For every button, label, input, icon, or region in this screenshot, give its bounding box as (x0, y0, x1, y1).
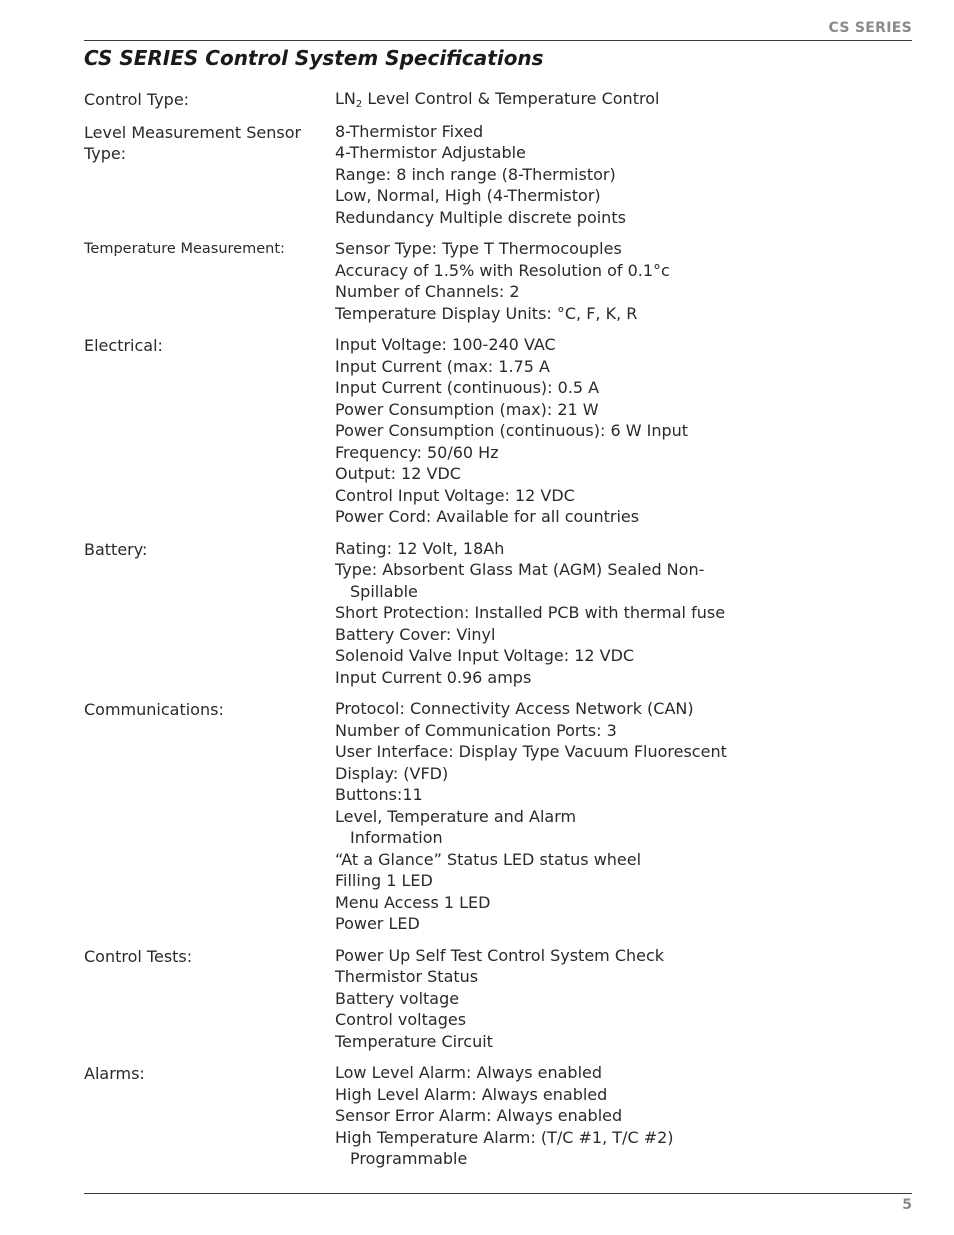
spec-value-line (335, 164, 914, 186)
spec-value-text: Power Consumption (continuous): 6 W Input (335, 421, 689, 440)
spec-value-line (335, 399, 914, 421)
spec-value-line (335, 720, 914, 742)
spec-value-line (335, 698, 914, 720)
spec-value-text: Thermistor Status (335, 967, 479, 986)
spec-values (335, 945, 914, 1053)
spec-value-text: Sensor Error Alarm: Always enabled (335, 1106, 623, 1125)
spec-values (335, 1062, 914, 1170)
spec-value-text: Filling 1 LED (335, 871, 433, 890)
spec-value-line (335, 485, 914, 507)
spec-value-text: Level, Temperature and Alarm (335, 806, 577, 826)
spec-value-text: Sensor Type: Type T Thermocouples (335, 239, 622, 258)
spec-values (335, 698, 914, 935)
spec-value-text: Power LED (335, 914, 420, 933)
spec-value-line (335, 1031, 914, 1053)
spec-value-text: Buttons:11 (335, 785, 423, 804)
spec-row (84, 334, 914, 528)
header-rule (84, 40, 912, 41)
spec-value-line (335, 1148, 914, 1170)
spec-value-line (335, 1009, 914, 1031)
spec-value-text: Range: 8 inch range (8-Thermistor) (335, 164, 616, 184)
spec-value-text: “At a Glance” Status LED status wheel (335, 849, 642, 869)
series-tag: CS SERIES (828, 20, 912, 36)
spec-value-text: Low Level Alarm: Always enabled (335, 1063, 603, 1082)
spec-row (84, 238, 914, 324)
spec-value-line (335, 538, 914, 560)
spec-value-text: High Level Alarm: Always enabled (335, 1084, 608, 1104)
spec-value-text: Accuracy of 1.5% with Resolution of 0.1°c (335, 260, 670, 280)
spec-value-line (335, 870, 914, 892)
page-title: CS SERIES Control System Specifications (84, 46, 544, 70)
spec-label: Level Measurement Sensor Type: (84, 122, 302, 163)
spec-value-line (335, 763, 914, 785)
spec-value-line (335, 377, 914, 399)
spec-value-line (335, 303, 914, 325)
spec-value-line (335, 1105, 914, 1127)
spec-value-text: Power Cord: Available for all countries (335, 507, 640, 526)
spec-value-text: Input Voltage: 100-240 VAC (335, 335, 556, 354)
spec-value-text: Battery Cover: Vinyl (335, 624, 496, 644)
spec-value-text: LN (335, 89, 356, 108)
spec-value-line (335, 442, 914, 464)
spec-value-line (335, 1062, 914, 1084)
spec-table (84, 88, 914, 1180)
spec-value-line (335, 602, 914, 624)
spec-value-line (335, 506, 914, 528)
spec-value-text: High Temperature Alarm: (T/C #1, T/C #2) (335, 1127, 674, 1147)
spec-row (84, 121, 914, 229)
spec-value-text: Input Current (continuous): 0.5 A (335, 378, 600, 397)
spec-value-text: Rating: 12 Volt, 18Ah (335, 538, 505, 558)
spec-label: Electrical: (84, 336, 163, 355)
spec-value-line (335, 420, 914, 442)
spec-value-line (335, 806, 914, 828)
spec-value-line (335, 581, 914, 603)
spec-label: Control Type: (84, 90, 190, 109)
spec-value-text: Control voltages (335, 1010, 467, 1029)
spec-values (335, 121, 914, 229)
spec-value-line (335, 966, 914, 988)
spec-value-line (335, 667, 914, 689)
spec-row (84, 1062, 914, 1170)
spec-value-text: Power Consumption (max): 21 W (335, 399, 599, 419)
spec-label: Alarms: (84, 1064, 145, 1083)
spec-value-text: Menu Access 1 LED (335, 892, 491, 912)
spec-value-line (335, 559, 914, 581)
spec-value-text: Temperature Circuit (335, 1031, 493, 1051)
spec-values (335, 238, 914, 324)
spec-value-text: Protocol: Connectivity Access Network (CAN) (335, 699, 694, 718)
spec-value-line (335, 356, 914, 378)
spec-value-text: 4-Thermistor Adjustable (335, 143, 526, 162)
spec-value-text-cont: Level Control & Temperature Control (362, 89, 660, 108)
spec-values (335, 334, 914, 528)
spec-value-text: Battery voltage (335, 988, 460, 1008)
spec-value-text: User Interface: Display Type Vacuum Fluorescent (335, 742, 727, 761)
spec-label: Battery: (84, 539, 148, 559)
subscript: 2 (355, 99, 363, 110)
spec-value-text: Programmable (350, 1149, 468, 1168)
spec-value-text: 8-Thermistor Fixed (335, 121, 484, 141)
spec-value-line (335, 827, 914, 849)
spec-value-text: Frequency: 50/60 Hz (335, 442, 499, 462)
spec-value-text: Input Current (max: 1.75 A (335, 356, 550, 376)
spec-value-line (335, 238, 914, 260)
footer-rule (84, 1193, 912, 1194)
spec-row (84, 945, 914, 1053)
spec-value-text: Information (350, 828, 443, 847)
spec-value-line (335, 121, 914, 143)
spec-row (84, 538, 914, 689)
spec-value-line (335, 849, 914, 871)
spec-value-line (335, 892, 914, 914)
spec-value-text: Number of Channels: 2 (335, 282, 520, 301)
spec-value-line (335, 645, 914, 667)
spec-value-text: Temperature Display Units: °C, F, K, R (335, 303, 638, 323)
spec-row (84, 88, 914, 111)
spec-value-text: Short Protection: Installed PCB with thermal fuse (335, 603, 726, 622)
spec-label: Temperature Measurement: (84, 241, 285, 257)
spec-value-line (335, 1084, 914, 1106)
spec-value-line (335, 741, 914, 763)
spec-value-text: Power Up Self Test Control System Check (335, 945, 665, 965)
spec-value-text: Output: 12 VDC (335, 464, 461, 483)
spec-value-line (335, 1127, 914, 1149)
spec-value-line (335, 913, 914, 935)
spec-value-line (335, 207, 914, 229)
spec-value-text: Type: Absorbent Glass Mat (AGM) Sealed Non- (335, 560, 705, 579)
spec-value-text: Solenoid Valve Input Voltage: 12 VDC (335, 646, 635, 665)
spec-value-text: Input Current 0.96 amps (335, 667, 532, 687)
spec-values (335, 538, 914, 689)
spec-value-line (335, 463, 914, 485)
spec-value-text: Display: (VFD) (335, 763, 449, 783)
spec-value-text: Redundancy Multiple discrete points (335, 207, 626, 227)
spec-row (84, 698, 914, 935)
spec-value-line (335, 334, 914, 356)
spec-value-line (335, 988, 914, 1010)
page-number: 5 (902, 1197, 912, 1213)
spec-value-text: Control Input Voltage: 12 VDC (335, 485, 575, 505)
spec-value-text: Spillable (350, 581, 418, 601)
spec-value-line (335, 88, 914, 110)
spec-label: Control Tests: (84, 946, 193, 966)
spec-value-line (335, 260, 914, 282)
spec-value-line (335, 185, 914, 207)
spec-values (335, 88, 914, 111)
spec-value-line (335, 624, 914, 646)
spec-label: Communications: (84, 700, 224, 719)
spec-value-line (335, 945, 914, 967)
spec-value-text: Low, Normal, High (4-Thermistor) (335, 186, 601, 205)
spec-value-line (335, 142, 914, 164)
spec-value-line (335, 281, 914, 303)
spec-value-line (335, 784, 914, 806)
spec-value-text: Number of Communication Ports: 3 (335, 720, 617, 740)
